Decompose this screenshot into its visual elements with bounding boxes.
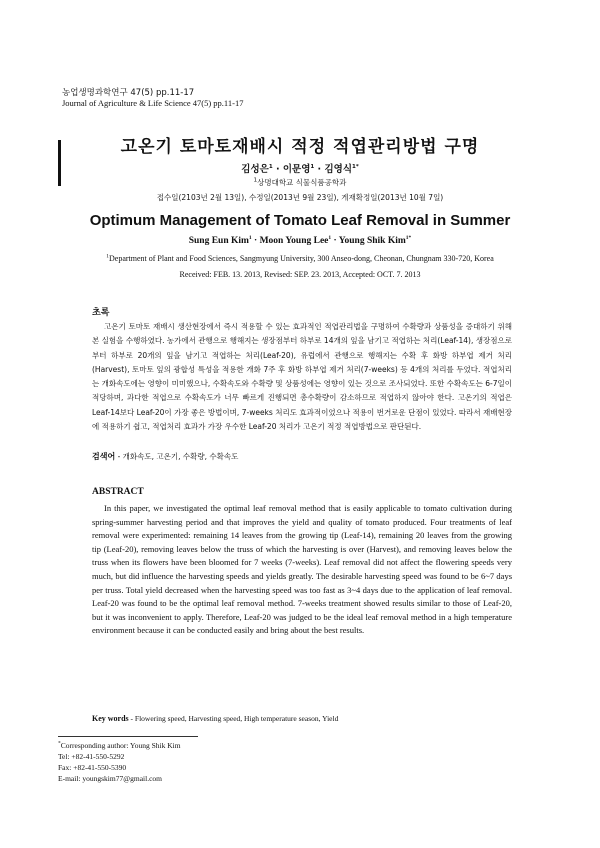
author-mark: 1 <box>268 163 273 170</box>
keywords-korean <box>92 451 512 462</box>
footnote-rule <box>58 736 198 737</box>
affiliation-text: Department of Plant and Food Sciences, Sangmyung University, 300 Anseo-dong, Cheonan, Chungnam 330-720, Korea <box>108 254 494 263</box>
dates-english: Received: FEB. 13. 2013, Revised: SEP. 23. 2013, Accepted: OCT. 7. 2013 <box>179 270 421 279</box>
corresponding-author-text: Corresponding author: Young Shik Kim <box>60 741 181 750</box>
author-name: Sung Eun Kim <box>188 236 249 246</box>
abstract-english: In this paper, we investigated the optimal leaf removal method that is easily applicable to tomato cultivation during spring-summer harvesting period and that improves the yield and quality of tomato produced. Four treatments of leaf removal were experimented: remaining 14 leaves from the growing tip (Leaf-14), remaining 20 leaves from the growing tip (Leaf-20), removing leaves below the truss of which the harvesting is over (Harvest), and removing leaves below the truss when its flowers have been bloomed for 7 weeks (7-weeks). Leaf removal did not affect the flowering speeds very much, but did influence the harvesting speeds and yields greatly. The desirable harvesting speed was found to be 6~7 days per truss. Total yield decreased when the harvesting speed was too fast as 3~4 days due to the application of leaf removal. Leaf-20 was found to be the optimal leaf removal method. 7-weeks treatment showed results similar to those of Leaf-20, but it was inconvenient to apply. Therefore, Leaf-20 was judged to be the ideal leaf removal method in a high temperature environment because it can be conducted easily and bring about the best results. <box>92 503 512 636</box>
authors-english <box>0 236 600 246</box>
keywords-text: - 개화속도, 고온기, 수확량, 수확속도 <box>117 452 239 461</box>
author-name: 김영식 <box>324 164 352 175</box>
footnote <box>58 740 181 784</box>
keywords-label: Key words <box>92 714 129 723</box>
author-mark: 1* <box>405 234 412 241</box>
author-mark: 1 <box>328 234 332 241</box>
keywords-text: - Flowering speed, Harvesting speed, High temperature season, Yield <box>128 714 339 723</box>
keywords-label: 검색어 <box>92 452 116 461</box>
fax: Fax: +82-41-550-5390 <box>58 763 127 772</box>
email: E-mail: youngskim77@gmail.com <box>58 774 162 783</box>
affiliation-text: 상명대학교 식물식품공학과 <box>257 178 347 187</box>
title-english: Optimum Management of Tomato Leaf Removal in Summer <box>89 212 511 229</box>
authors-korean <box>0 161 600 175</box>
author-separator: · <box>254 236 258 246</box>
footnote-mark: * <box>58 740 61 747</box>
author-separator: · <box>275 164 280 175</box>
journal-name-korean: 농업생명과학연구 47(5) pp.11-17 <box>62 88 195 98</box>
author-separator: · <box>317 164 322 175</box>
author-name: Moon Young Lee <box>259 236 329 246</box>
affiliation-english <box>0 254 600 263</box>
author-mark: 1* <box>352 163 359 170</box>
telephone: Tel: +82-41-550-5292 <box>58 752 125 761</box>
affiliation-mark: 1 <box>106 253 109 260</box>
affiliation-mark: 1 <box>253 177 258 184</box>
author-name: 이문영 <box>282 164 311 175</box>
author-name: Young Shik Kim <box>338 236 406 246</box>
abstract-heading-english: ABSTRACT <box>92 487 144 497</box>
author-separator: · <box>333 236 337 246</box>
affiliation-korean <box>0 177 600 188</box>
author-mark: 1 <box>310 163 315 170</box>
title-korean: 고온기 토마토재배시 적정 적엽관리방법 구명 <box>120 137 480 157</box>
author-mark: 1 <box>248 234 252 241</box>
author-name: 김성은 <box>241 164 269 175</box>
keywords-english <box>92 714 512 723</box>
abstract-heading-korean: 초록 <box>92 308 110 318</box>
corresponding-author <box>58 740 181 751</box>
dates-korean: 접수일(2103년 2월 13일), 수정일(2013년 9월 23일), 게재확정일(2013년 10월 7일) <box>156 193 444 202</box>
abstract-korean: 고온기 토마토 재배시 생산현장에서 즉시 적용할 수 있는 효과적인 적엽관리법을 구명하여 수확량과 상품성을 증대하기 위해 본 실험을 수행하였다. 농가에서 관행으로 행해지는 생장점부터 하부로 14개의 잎을 남기고 적엽하는 처리(Leaf-14), 생장점으로부터 하부로 20개의 잎을 남기고 적엽하는 처리(Leaf-20), 유럽에서 관행으로 행해지는 수확 후 화방 하부엽 제거 처리(Harvest), 토마토 잎의 광합성 특성을 적용한 개화 7주 후 화방 하부엽 제거 처리(7-weeks) 등 4개의 처리를 두었다. 적엽처리는 개화속도에는 영향이 미미했으나, 수확속도와 수확량 및 상품성에는 영향이 있는 것으로 조사되었다. 또한 수확속도는 6-7일이 적당하며, 과다한 적엽으로 수확속도가 너무 빠르게 진행되면 총수확량이 감소하므로 적엽하지 않아야 한다. 고온기의 적엽은 Leaf-14보다 Leaf-20이 가장 좋은 방법이며, 7-weeks 처리도 효과적이었으나 적용이 번거로운 단점이 있었다. 따라서 재배현장에 적용하기 쉽고, 적엽처리 효과가 가장 우수한 Leaf-20 처리가 고온기 적정 적엽방법으로 판단된다. <box>92 322 512 432</box>
journal-name-english: Journal of Agriculture & Life Science 47(5) pp.11-17 <box>62 98 244 108</box>
